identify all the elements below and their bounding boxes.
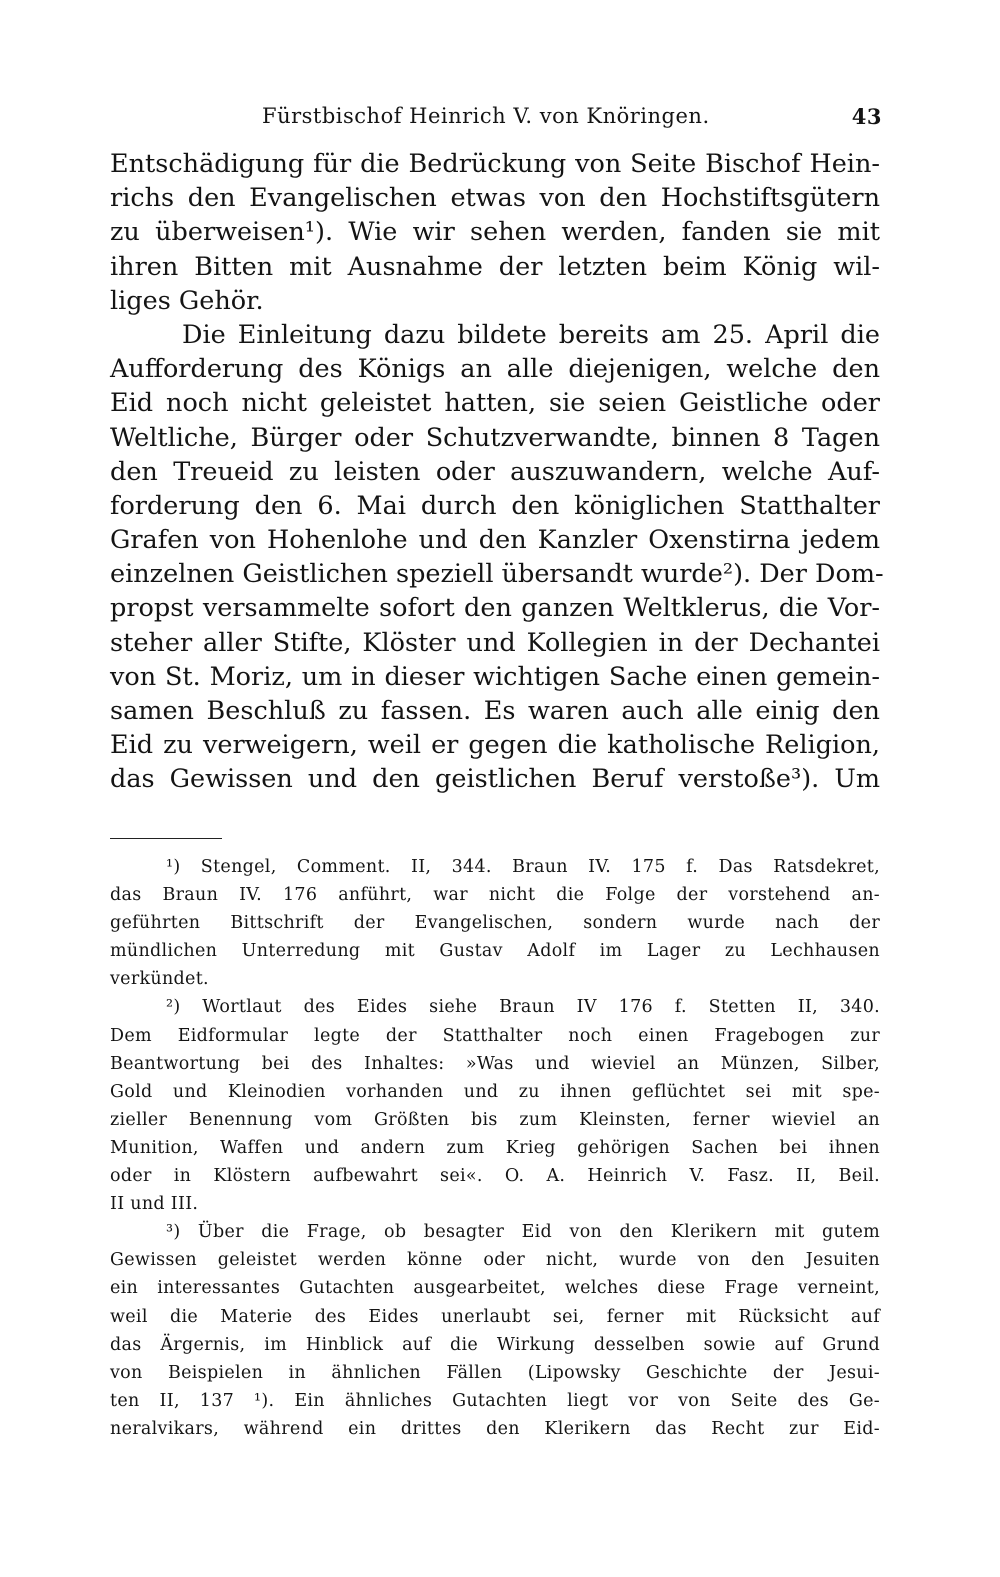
body-line: Eid zu verweigern, weil er gegen die katholische Religion, xyxy=(110,730,880,761)
body-line: ihren Bitten mit Ausnahme der letzten beim König wil- xyxy=(110,251,880,282)
body-line: Die Einleitung dazu bildete bereits am 25. April die xyxy=(182,319,880,350)
body-line: Weltliche, Bürger oder Schutzverwandte, binnen 8 Tagen xyxy=(110,422,880,453)
body-line: Entschädigung für die Bedrückung von Seite Bischof Hein- xyxy=(110,149,880,179)
body-line: den Treueid zu leisten oder auszuwandern, welche Auf- xyxy=(110,456,880,487)
footnote-line: oder in Klöstern aufbewahrt sei«. O. A. Heinrich V. Fasz. II, Beil. xyxy=(110,1166,880,1187)
footnote-line: von Beispielen in ähnlichen Fällen (Lipowsky Geschichte der Jesui- xyxy=(110,1362,880,1383)
footnote-line: Gewissen geleistet werden könne oder nicht, wurde von den Jesuiten xyxy=(110,1250,880,1271)
running-head xyxy=(110,104,880,134)
body-line: Grafen von Hohenlohe und den Kanzler Oxenstirna jedem xyxy=(110,525,880,556)
footnote-line: II und III. xyxy=(110,1194,199,1215)
footnote-line: verkündet. xyxy=(110,969,209,990)
running-head-title: Fürstbischof Heinrich V. von Knöringen. xyxy=(262,104,710,128)
footnote-line: geführten Bittschrift der Evangelischen, sondern wurde nach der xyxy=(110,913,880,934)
footnote-line: ein interessantes Gutachten ausgearbeitet, welches diese Frage verneint, xyxy=(110,1278,880,1299)
body-line: das Gewissen und den geistlichen Beruf verstoße³). Um xyxy=(110,764,880,795)
body-line: steher aller Stifte, Klöster und Kollegien in der Dechantei xyxy=(110,627,880,658)
footnote-line: ²) Wortlaut des Eides siehe Braun IV 176 f. Stetten II, 340. xyxy=(166,997,880,1018)
footnote-line: ¹) Stengel, Comment. II, 344. Braun IV. 175 f. Das Ratsdekret, xyxy=(166,857,880,877)
body-line: Aufforderung des Königs an alle diejenigen, welche den xyxy=(110,354,880,385)
footnote-line: das Ärgernis, im Hinblick auf die Wirkung desselben sowie auf Grund xyxy=(110,1334,880,1355)
footnote-line: Munition, Waffen und andern zum Krieg gehörigen Sachen bei ihnen xyxy=(110,1137,880,1158)
footnote-line: neralvikars, während ein drittes den Klerikern das Recht zur Eid- xyxy=(110,1418,880,1439)
footnote-line: zieller Benennung vom Größten bis zum Kleinsten, ferner wieviel an xyxy=(110,1109,880,1130)
main-text xyxy=(110,147,884,797)
body-line: Eid noch nicht geleistet hatten, sie seien Geistliche oder xyxy=(110,388,880,419)
footnote-line: Beantwortung bei des Inhaltes: »Was und wieviel an Münzen, Silber, xyxy=(110,1053,880,1074)
body-line: samen Beschluß zu fassen. Es waren auch alle einig den xyxy=(110,696,880,726)
body-line: liges Gehör. xyxy=(110,285,264,316)
body-line: forderung den 6. Mai durch den königlichen Statthalter xyxy=(110,490,880,521)
footnote-line: ten II, 137 ¹). Ein ähnliches Gutachten liegt vor von Seite des Ge- xyxy=(110,1390,880,1411)
footnote-line: Gold und Kleinodien vorhanden und zu ihnen geflüchtet sei mit spe- xyxy=(110,1081,880,1102)
footnotes xyxy=(110,853,880,1443)
footnote-line: ³) Über die Frage, ob besagter Eid von den Klerikern mit gutem xyxy=(166,1222,880,1243)
body-line: einzelnen Geistlichen speziell übersandt wurde²). Der Dom- xyxy=(110,559,884,590)
footnote-line: das Braun IV. 176 anführt, war nicht die Folge der vorstehend an- xyxy=(110,885,880,906)
body-line: propst versammelte sofort den ganzen Weltklerus, die Vor- xyxy=(110,593,880,624)
footnote-line: mündlichen Unterredung mit Gustav Adolf im Lager zu Lechhausen xyxy=(110,941,880,962)
body-line: richs den Evangelischen etwas von den Hochstiftsgütern xyxy=(110,183,880,214)
footnote-line: weil die Materie des Eides unerlaubt sei, ferner mit Rücksicht auf xyxy=(110,1306,880,1327)
footnote-line: Dem Eidformular legte der Statthalter noch einen Fragebogen zur xyxy=(110,1025,880,1046)
body-line: zu überweisen¹). Wie wir sehen werden, fanden sie mit xyxy=(110,217,880,248)
page-number: 43 xyxy=(851,104,882,129)
body-line: von St. Moriz, um in dieser wichtigen Sache einen gemein- xyxy=(110,661,880,692)
footnote-divider xyxy=(110,838,222,839)
